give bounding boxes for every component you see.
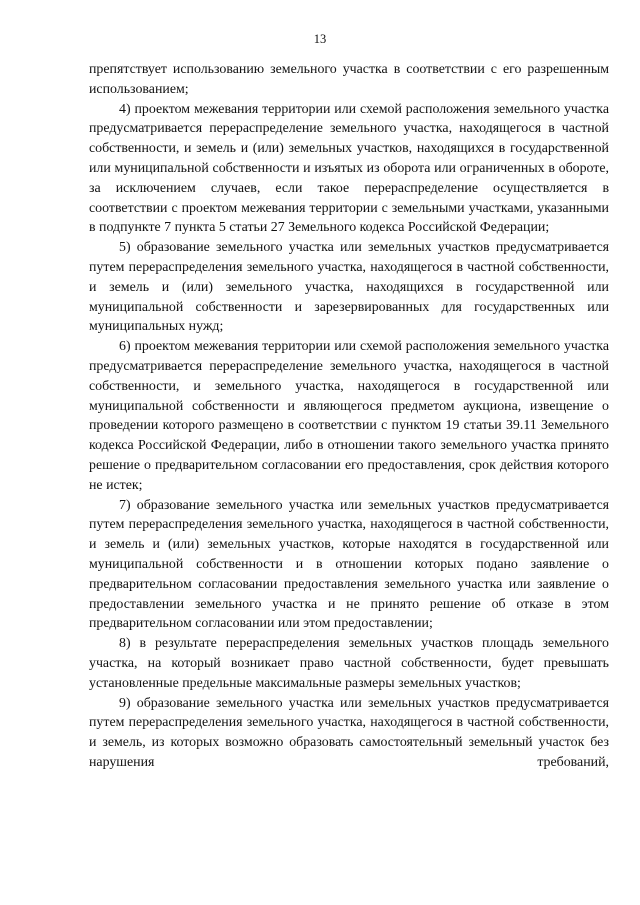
paragraph-item-6: 6) проектом межевания территории или схемой расположения земельного участка предусматривается перераспределение земельного участка, находящегося в частной собственности, и земельного участка, находящегося в государственной или муниципальной собственности и являющегося предметом аукциона, извещение о проведении которого размещено в соответствии с пунктом 19 статьи 39.11 Земельного кодекса Российской Федерации, либо в отношении такого земельного участка принято решение о предварительном согласовании его предоставления, срок действия которого не истек;	[89, 339, 609, 493]
paragraph-item-8: 8) в результате перераспределения земельных участков площадь земельного участка, на который возникает право частной собственности, будет превышать установленные предельные максимальные размеры земельных участков;	[89, 636, 609, 691]
paragraph-item-4: 4) проектом межевания территории или схемой расположения земельного участка предусматривается перераспределение земельного участка, находящегося в частной собственности, и земель и (или) земельных участков, находящихся в государственной или муниципальной собственности и изъятых из оборота или ограниченных в обороте, за исключением случаев, если такое перераспределение осуществляется в соответствии с проектом межевания территории с земельными участками, указанными в подпункте 7 пункта 5 статьи 27 Земельного кодекса Российской Федерации;	[89, 101, 609, 236]
paragraph-item-9: 9) образование земельного участка или земельных участков предусматривается путем перераспределения земельного участка, находящегося в частной собственности, и земель, из которых возможно образовать самостоятельный земельный участок без нарушения требований,	[89, 695, 609, 770]
paragraph-continuation: препятствует использованию земельного участка в соответствии с его разрешенным использованием;	[89, 62, 609, 97]
document-body	[89, 60, 609, 773]
paragraph-item-5: 5) образование земельного участка или земельных участков предусматривается путем перераспределения земельного участка, находящегося в частной собственности, и земель и (или) земельного участка, находящихся в государственной или муниципальной собственности и зарезервированных для государственных или муниципальных нужд;	[89, 240, 609, 335]
page-number: 13	[313, 32, 327, 46]
paragraph-item-7: 7) образование земельного участка или земельных участков предусматривается путем перераспределения земельного участка, находящегося в частной собственности, и земель и (или) земельных участков, которые находятся в государственной или муниципальной собственности и в отношении которых подано заявление о предварительном согласовании предоставления земельного участка или заявление о предоставлении земельного участка и не принято решение об отказе в этом предварительном согласовании или этом предоставлении;	[89, 497, 609, 632]
